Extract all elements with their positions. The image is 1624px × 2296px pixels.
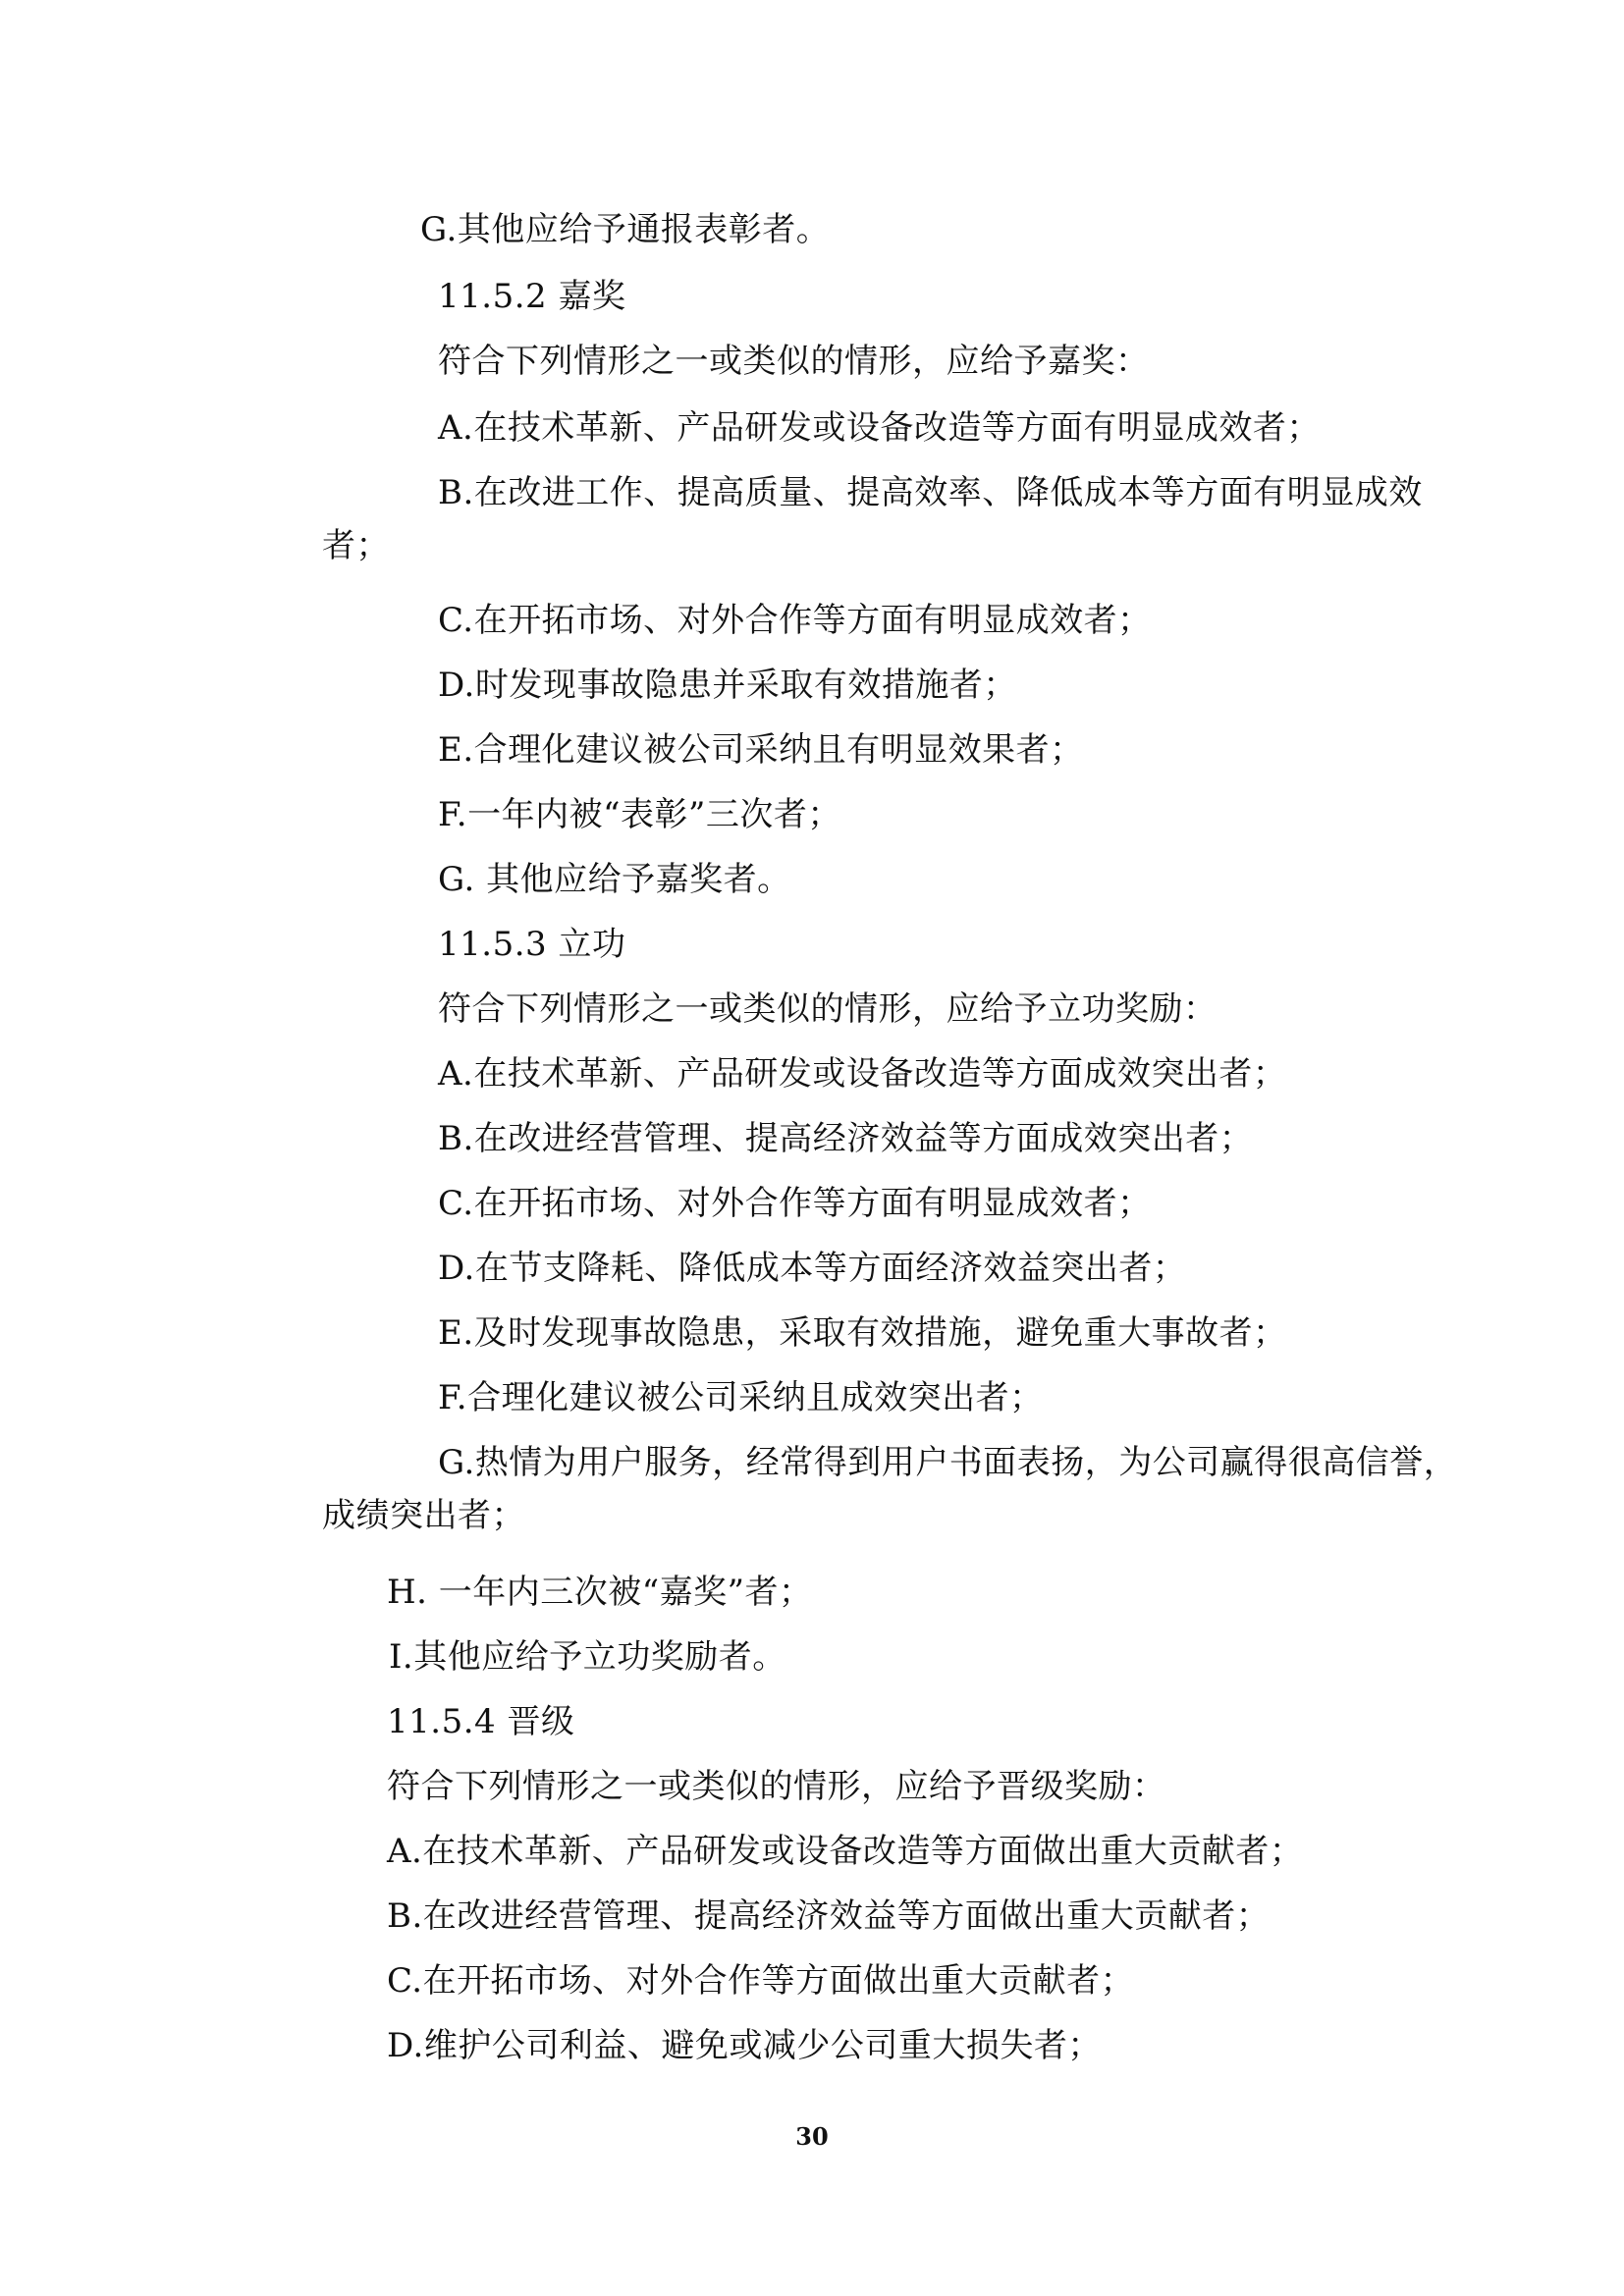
item-b-text: B.在改进工作、提高质量、提高效率、降低成本等方面有明显成效 [438, 473, 1423, 512]
section-intro-text: 符合下列情形之一或类似的情形，应给予嘉奖： [438, 342, 1150, 381]
item-g-text: G. 其他应给予嘉奖者。 [438, 860, 791, 899]
section-heading-11-5-3: 11.5.3 立功 [438, 925, 626, 964]
section-heading-11-5-2: 11.5.2 嘉奖 [438, 277, 626, 316]
item-b-text: B.在改进经营管理、提高经济效益等方面做出重大贡献者； [387, 1896, 1271, 1936]
item-d-text: D.时发现事故隐患并采取有效措施者； [438, 666, 1017, 705]
section-heading-11-5-4: 11.5.4 晋级 [387, 1702, 575, 1741]
item-f-text: F.一年内被“表彰”三次者； [438, 795, 841, 834]
item-a-text: A.在技术革新、产品研发或设备改造等方面做出重大贡献者； [387, 1832, 1304, 1871]
item-b-text: B.在改进经营管理、提高经济效益等方面成效突出者； [438, 1119, 1254, 1158]
item-i-text: I.其他应给予立功奖励者。 [389, 1637, 786, 1677]
item-e-text: E.合理化建议被公司采纳且有明显效果者； [438, 730, 1084, 770]
item-g-commendation: G.其他应给予通报表彰者。 [420, 210, 831, 249]
item-h-text: H. 一年内三次被“嘉奖”者； [387, 1573, 813, 1612]
item-g-text: G.热情为用户服务，经常得到用户书面表扬，为公司赢得很高信誉， [438, 1443, 1458, 1482]
section-intro-text: 符合下列情形之一或类似的情形，应给予晋级奖励： [387, 1767, 1166, 1806]
item-b-continuation: 者； [322, 526, 390, 565]
item-g-continuation: 成绩突出者； [322, 1496, 525, 1535]
page-number: 30 [795, 2122, 829, 2151]
item-c-text: C.在开拓市场、对外合作等方面做出重大贡献者； [387, 1961, 1135, 2001]
section-intro-text: 符合下列情形之一或类似的情形，应给予立功奖励： [438, 989, 1218, 1029]
item-e-text: E.及时发现事故隐患，采取有效措施，避免重大事故者； [438, 1313, 1287, 1353]
item-c-text: C.在开拓市场、对外合作等方面有明显成效者； [438, 1184, 1152, 1223]
item-a-text: A.在技术革新、产品研发或设备改造等方面有明显成效者； [438, 408, 1321, 448]
item-a-text: A.在技术革新、产品研发或设备改造等方面成效突出者； [438, 1054, 1287, 1094]
item-c-text: C.在开拓市场、对外合作等方面有明显成效者； [438, 601, 1152, 640]
item-d-text: D.在节支降耗、降低成本等方面经济效益突出者； [438, 1249, 1187, 1288]
item-f-text: F.合理化建议被公司采纳且成效突出者； [438, 1378, 1044, 1417]
item-d-text: D.维护公司利益、避免或减少公司重大损失者； [387, 2026, 1102, 2065]
